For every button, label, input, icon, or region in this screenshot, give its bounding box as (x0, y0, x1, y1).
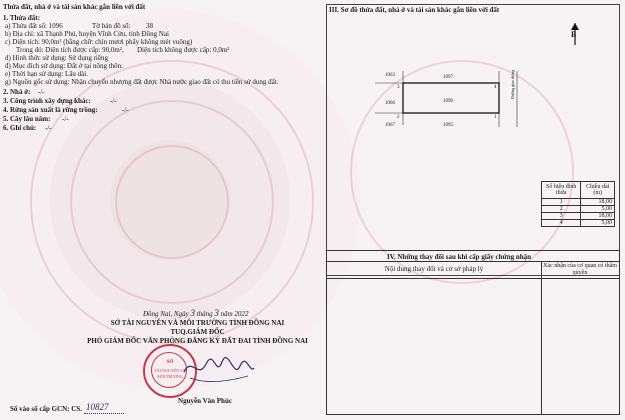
changes-header-bottom-line (327, 278, 619, 279)
usage-origin: g) Nguồn gốc sử dụng: Nhận chuyển nhượng đất được Nhà nước giao đất có thu tiền sử dụng đất. (5, 78, 279, 86)
usage-purpose: đ) Mục đích sử dụng: Đất ở tại nông thôn. (5, 62, 123, 70)
date-year: năm 2022 (220, 310, 249, 318)
parcel-number: a) Thửa đất số: 1096 (5, 22, 63, 30)
parcel-1066: 1066 (385, 101, 395, 106)
vertex-length-cell: 18,00 (581, 199, 615, 206)
vertex-length-cell: 5,00 (581, 220, 615, 227)
date-day: 3 (190, 308, 195, 318)
parcel-1063: 1063 (385, 73, 395, 78)
parcel-1096: 1096 (443, 99, 453, 104)
section-5-value: -/- (62, 115, 69, 123)
vertex-table-header (542, 182, 615, 199)
map-sheet-label: Tờ bản đồ số: (92, 22, 131, 30)
vertex-id-cell: 4 (542, 220, 581, 227)
seal-text-bot: MÔI TRƯỜNG (157, 374, 183, 379)
vertex-id-cell: 1 (542, 199, 581, 206)
table-row (542, 206, 615, 213)
registration-dotted-line (84, 413, 124, 414)
road-label: Đường giao thông (510, 69, 515, 99)
vertex-id-cell: 2 (542, 206, 581, 213)
vertex-length-cell: 5,00 (581, 206, 615, 213)
issue-date (143, 309, 248, 318)
vertex-length-cell: 18,00 (581, 213, 615, 220)
section-1-heading: 1. Thửa đất: (3, 14, 40, 22)
seal-text-mid: TÀI NGUYÊN VÀ (154, 368, 186, 373)
vertex-4: 4 (494, 85, 497, 90)
parcel-1097: 1097 (443, 75, 453, 80)
diagram-title: III. Sơ đồ thửa đất, nhà ở và tài sản khác gắn liền với đất (329, 6, 500, 14)
date-month-label: tháng (196, 310, 213, 318)
deputy-director-line: PHÓ GIÁM ĐỐC VĂN PHÒNG ĐĂNG KÝ ĐẤT ĐAI TỈNH ĐỒNG NAI (87, 337, 308, 345)
usage-form: d) Hình thức sử dụng: Sử dụng riêng (5, 54, 108, 62)
vertex-1: 1 (494, 115, 497, 120)
changes-col-content: Nội dung thay đổi và cơ sở pháp lý (384, 265, 484, 273)
usage-term: e) Thời hạn sử dụng: Lâu dài. (5, 70, 88, 78)
vertex-2: 2 (397, 115, 400, 120)
vertex-table-header-length: Chiều dài (m) (581, 182, 615, 199)
changes-col-divider (541, 261, 542, 414)
section-3-value: -/- (110, 97, 117, 105)
section-6-heading: 6. Ghi chú: (3, 124, 37, 132)
vertex-length-table (541, 181, 615, 227)
area-not-granted: Diện tích không được cấp: 0,0m² (137, 46, 230, 54)
seal-text-top: SỞ (166, 360, 174, 365)
section-3-heading: 3. Công trình xây dựng khác: (3, 97, 91, 105)
issuing-agency: SỞ TÀI NGUYÊN VÀ MÔI TRƯỜNG TỈNH ĐỒNG NAI (110, 319, 285, 327)
changes-title: IV. Những thay đổi sau khi cấp giấy chứng nhận (387, 253, 532, 261)
parcel-1095: 1095 (443, 123, 453, 128)
authorization-line: TUQ.GIÁM ĐỐC (170, 328, 225, 336)
north-label: B (571, 30, 577, 39)
registration-number-label: Số vào sổ cấp GCN: CS. (10, 405, 82, 413)
section-6-value: -/- (45, 124, 52, 132)
registration-number-value: 10827 (86, 402, 109, 412)
left-title: Thửa đất, nhà ở và tài sản khác gắn liền với đất (3, 3, 146, 11)
section-2-heading: 2. Nhà ở: (3, 88, 31, 96)
area: c) Diện tích: 90,0m² (bằng chữ: chín mươi phẩy không mét vuông) (5, 38, 193, 46)
date-prefix: Đồng Nai, Ngày (143, 310, 189, 318)
section-4-heading: 4. Rừng sản xuất là rừng trồng: (3, 106, 98, 114)
section-2-value: -/- (38, 88, 45, 96)
parcel-1067: 1067 (385, 123, 395, 128)
table-row (542, 213, 615, 220)
signature (178, 350, 258, 388)
section-4-value: -/- (122, 106, 129, 114)
signer-name: Nguyễn Văn Phúc (178, 397, 232, 405)
vertex-id-cell: 3 (542, 213, 581, 220)
table-row (542, 199, 615, 206)
map-sheet-number: 38 (146, 22, 153, 30)
vertex-table-header-id: Số hiệu đỉnh thửa (542, 182, 581, 199)
table-row (542, 220, 615, 227)
date-month: 3 (214, 308, 219, 318)
diagram-panel (326, 4, 620, 276)
changes-col-confirmation: Xác nhận của cơ quan có thẩm quyền (543, 263, 617, 276)
vertex-3: 3 (397, 85, 400, 90)
changes-header-top-line (327, 261, 619, 262)
section-5-heading: 5. Cây lâu năm: (3, 115, 51, 123)
changes-section (326, 250, 620, 415)
address: b) Địa chỉ: xã Thạnh Phú, huyện Vĩnh Cửu, tỉnh Đồng Nai (5, 30, 169, 38)
area-granted: Trong đó: Diện tích được cấp: 90,0m², (16, 46, 124, 54)
